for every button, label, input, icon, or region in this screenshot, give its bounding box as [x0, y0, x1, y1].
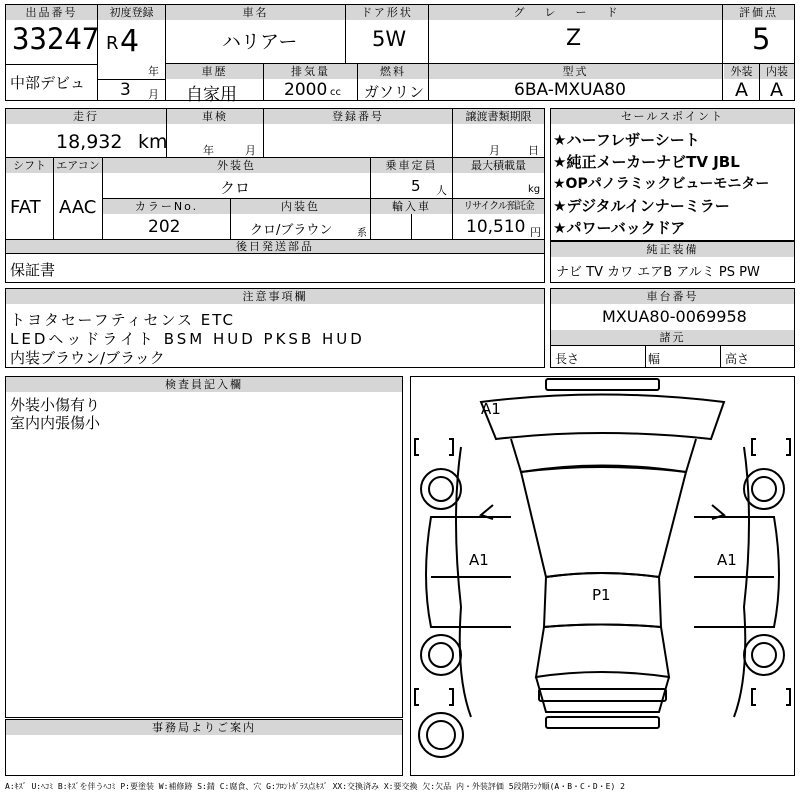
mark-roof: P1: [592, 586, 611, 604]
notes-line-2: LEDヘッドライト BSM HUD PKSB HUD: [10, 330, 365, 348]
grade: Z: [566, 26, 582, 51]
capacity-unit: 人: [436, 184, 447, 197]
notes-label: 注意事項欄: [6, 289, 544, 304]
first-reg-month-unit: 月: [148, 88, 159, 101]
color-no: 202: [148, 217, 181, 237]
fuel-label: 燃料: [358, 64, 428, 79]
inspector-line-1: 外装小傷有り: [10, 396, 101, 414]
selling-points-label: セールスポイント: [551, 109, 794, 124]
ext-score-label: 外装: [724, 64, 759, 79]
lot-number: 33247: [12, 22, 100, 56]
transfer-month-unit: 月: [489, 144, 500, 157]
inspection-label: 車検: [167, 109, 263, 124]
later-parts-label: 後日発送部品: [6, 240, 544, 253]
first-reg-year: 4: [120, 24, 140, 59]
capacity: 5: [411, 177, 421, 195]
displacement-unit: cc: [330, 87, 341, 98]
selling-point-4: ★デジタルインナーミラー: [553, 197, 730, 215]
mark-left: A1: [469, 551, 489, 569]
int-score-label: 内装: [760, 64, 794, 79]
mileage-unit: km: [138, 131, 168, 153]
legend: A:ｷｽﾞ U:ﾍｺﾐ B:ｷｽﾞを伴うﾍｺﾐ P:要塗装 W:補修跡 S:錆 C:腐食、穴 G:ﾌﾛﾝﾄｶﾞﾗｽ点ｷｽﾞ XX:交換済み X:要交換 欠:欠品 内・外装評価 5段階ﾗﾝｸ順(A・B・C・D・E) 2: [5, 782, 625, 791]
mileage-label: 走行: [6, 109, 166, 124]
selling-point-3: ★OPパノラミックビューモニター: [553, 176, 770, 192]
history: 自家用: [186, 85, 237, 105]
score: 5: [752, 22, 771, 56]
mark-right: A1: [717, 551, 737, 569]
int-color-suffix: 系: [357, 228, 367, 239]
shift-label: シフト: [6, 158, 53, 173]
displacement-label: 排気量: [264, 64, 357, 79]
later-parts-box: [5, 253, 545, 283]
notes-line-3: 内装ブラウン/ブラック: [10, 349, 165, 367]
shift: FAT: [10, 197, 41, 218]
displacement: 2000: [284, 80, 328, 100]
equipment: ナビ TV カワ エアB アルミ PS PW: [556, 265, 760, 280]
model-label: 型式: [429, 64, 722, 79]
max-load-label: 最大積載量: [453, 158, 544, 173]
ext-color-label: 外装色: [103, 158, 370, 173]
car-name: ハリアー: [222, 31, 298, 53]
score-label: 評価点: [723, 5, 794, 20]
first-reg-era: R: [106, 33, 119, 54]
import-label: 輸入車: [371, 199, 452, 214]
first-reg-month: 3: [120, 80, 131, 100]
chassis-number: MXUA80-0069958: [602, 307, 747, 326]
office-label: 事務局よりご案内: [6, 720, 402, 735]
aircon: AAC: [59, 197, 97, 218]
color-no-label: カラーNo.: [103, 199, 230, 214]
inspection-year-unit: 年: [203, 144, 214, 157]
lot-label: 出品番号: [6, 5, 97, 20]
mark-front: A1: [481, 400, 501, 418]
selling-point-2: ★純正メーカーナビTV JBL: [553, 153, 740, 171]
ext-color: クロ: [220, 179, 251, 197]
doors: 5W: [372, 27, 407, 51]
damage-diagram: [410, 376, 795, 776]
first-reg-year-unit: 年: [148, 65, 159, 78]
aircon-label: エアコン: [54, 158, 102, 173]
int-color-label: 内装色: [231, 199, 370, 214]
int-score: A: [770, 79, 783, 101]
recycle-label: リサイクル預託金: [453, 199, 544, 214]
reg-no-label: 登録番号: [264, 109, 452, 124]
car-name-label: 車名: [166, 5, 345, 20]
transfer-label: 譲渡書類期限: [453, 109, 544, 124]
specs-label: 諸元: [551, 330, 794, 345]
specs-width-label: 幅: [648, 352, 661, 366]
mileage: 18,932: [56, 131, 123, 153]
recycle: 10,510: [466, 217, 526, 237]
specs-height-label: 高さ: [725, 352, 750, 366]
ext-score: A: [735, 79, 748, 101]
first-reg-label: 初度登録: [98, 5, 165, 20]
lot-region: 中部デビュ: [10, 74, 86, 92]
chassis-label: 車台番号: [551, 289, 794, 304]
selling-point-5: ★パワーバックドア: [553, 219, 686, 237]
max-load-unit: kg: [528, 184, 541, 195]
selling-point-1: ★ハーフレザーシート: [553, 131, 700, 149]
notes-line-1: トヨタセーフティセンス ETC: [10, 311, 236, 329]
int-color: クロ/ブラウン: [250, 223, 333, 238]
later-parts: 保証書: [10, 261, 56, 279]
inspector-label: 検査員記入欄: [6, 377, 402, 392]
capacity-label: 乗車定員: [371, 158, 452, 173]
equipment-label: 純正装備: [551, 242, 794, 257]
inspection-month-unit: 月: [245, 144, 256, 157]
history-label: 車歴: [166, 64, 263, 79]
grade-label: グレード: [429, 5, 722, 20]
fuel: ガソリン: [364, 83, 425, 101]
car-outline-diagram: [411, 377, 794, 775]
recycle-unit: 円: [530, 226, 541, 239]
transfer-day-unit: 日: [528, 144, 539, 157]
specs-length-label: 長さ: [555, 352, 580, 366]
doors-label: ドア形状: [346, 5, 428, 20]
inspector-line-2: 室内内張傷小: [10, 414, 101, 432]
model: 6BA-MXUA80: [514, 80, 626, 100]
